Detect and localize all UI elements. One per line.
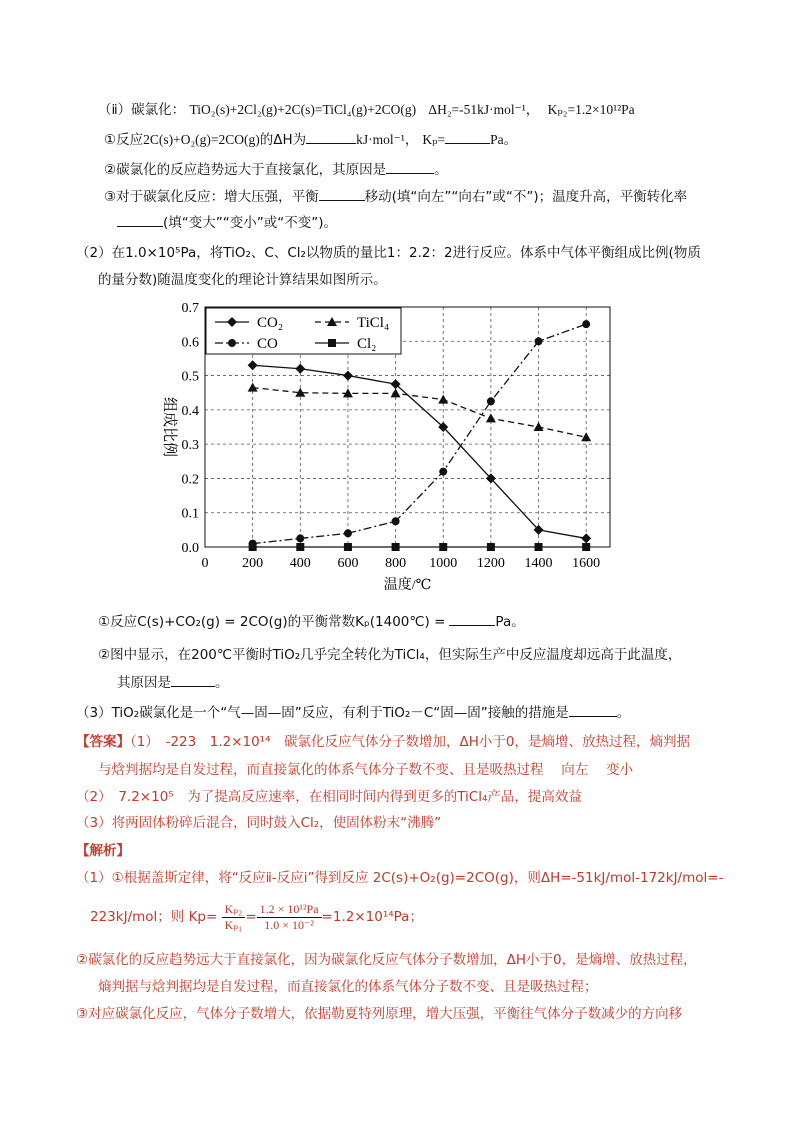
y-axis-label: 组成比例	[161, 396, 177, 458]
answer-blank[interactable]	[386, 161, 434, 174]
x-tick-label: 0	[201, 556, 209, 571]
answer-blank[interactable]	[319, 188, 365, 201]
x-tick-label: 1400	[524, 556, 553, 571]
y-tick-label: 0.4	[181, 403, 199, 419]
fraction-denominator: 1.0 × 10⁻²	[264, 917, 314, 932]
q4-unit: Pa。	[495, 614, 525, 630]
data-point	[534, 422, 544, 431]
answer-blank[interactable]	[117, 214, 163, 227]
q2-end: 。	[434, 162, 448, 178]
data-point	[582, 543, 590, 551]
data-point	[535, 337, 543, 345]
legend-marker	[328, 339, 336, 347]
y-tick-label: 0.1	[181, 506, 199, 522]
q2-text: ②碳氯化的反应趋势远大于直接氯化，其原因是	[104, 162, 387, 178]
data-point	[296, 534, 304, 542]
y-tick-label: 0.5	[181, 369, 199, 385]
y-tick-label: 0.2	[181, 472, 199, 488]
legend-label: CO₂	[257, 315, 284, 331]
analysis-line3: ②碳氯化的反应趋势远大于直接氯化，因为碳氯化反应气体分子数增加，ΔH小于0，是熵增、放热过程，	[76, 952, 697, 968]
data-point	[248, 360, 258, 370]
data-point	[296, 543, 304, 551]
question-3	[104, 187, 687, 207]
y-tick-label: 0.7	[181, 301, 199, 316]
part2-line2: 的量分数)随温度变化的理论计算结果如图所示。	[98, 272, 387, 288]
carbochlorination-equation: TiO₂(s)+2Cl₂(g)+2C(s)=TiCl₄(g)+2CO(g)	[189, 102, 417, 117]
legend-label: Cl₂	[357, 336, 377, 352]
data-point	[249, 543, 257, 551]
question-5-cont	[117, 673, 229, 693]
question-3-cont	[117, 213, 337, 233]
data-point	[535, 543, 543, 551]
data-point	[439, 468, 447, 476]
data-point	[295, 364, 305, 374]
chart-series	[248, 320, 592, 551]
equals-sign: =	[245, 909, 257, 925]
data-point	[486, 413, 496, 422]
analysis-line4: 熵判据与焓判据均是自发过程，而直接氯化的体系气体分子数不变、且是吸热过程；	[98, 979, 598, 995]
data-point	[344, 529, 352, 537]
analysis-kp-result: =1.2×10¹⁴Pa；	[321, 909, 423, 925]
fraction-denominator: Kₚ₁	[224, 917, 243, 932]
part2-line1: （2）在1.0×10⁵Pa，将TiO₂、C、Cl₂以物质的量比1：2.2：2进行反应。体系中气体平衡组成比例(物质	[76, 245, 701, 261]
x-tick-label: 800	[385, 556, 407, 571]
data-point	[439, 543, 447, 551]
data-point	[392, 517, 400, 525]
part3	[76, 703, 630, 723]
answer-blank[interactable]	[171, 674, 215, 687]
data-point	[392, 543, 400, 551]
answer-line3: （2） 7.2×10⁵ 为了提高反应速率，在相同时间内得到更多的TiCl₄产品，提高效益	[76, 789, 582, 805]
q3-part-b: 移动(填“向左”“向右”或“不”)；温度升高，平衡转化率	[364, 189, 688, 205]
analysis-kp-prefix: 223kJ/mol；则 Kp=	[90, 909, 218, 925]
q4-text: ①反应C(s)+CO₂(g) = 2CO(g)的平衡常数Kₚ(1400℃) =	[98, 614, 446, 630]
q1-kp: Kₚ=	[422, 132, 446, 147]
part3-end: 。	[616, 705, 631, 721]
legend-marker	[228, 339, 236, 347]
answer-blank[interactable]	[449, 613, 495, 626]
q5-text: 其原因是	[117, 675, 171, 691]
fraction-numerator: 1.2 × 10¹²Pa	[257, 902, 322, 918]
question-5: ②图中显示，在200℃平衡时TiO₂几乎完全转化为TiCl₄，但实际生产中反应温度却远高于此温度，	[98, 647, 682, 663]
q1-prefix: ①反应	[104, 132, 144, 148]
question-1	[104, 130, 517, 150]
q1-pa: Pa。	[490, 132, 518, 147]
fraction-numerator: Kₚ₂	[222, 902, 246, 918]
data-point	[248, 383, 258, 392]
q1-equation: 2C(s)+O₂(g)=2CO(g)	[143, 132, 260, 147]
x-tick-label: 1200	[476, 556, 505, 571]
q1-mid: 的ΔH为	[259, 132, 307, 148]
q5-end: 。	[215, 675, 229, 691]
data-point	[487, 543, 495, 551]
x-tick-label: 400	[289, 556, 311, 571]
x-tick-label: 1600	[572, 556, 601, 571]
part-ii-label: （ⅱ）碳氯化：	[98, 102, 186, 118]
q1-unit: kJ·mol⁻¹，	[356, 132, 419, 147]
composition-chart	[0, 290, 794, 610]
answer-line2: 与焓判据均是自发过程，而直接氯化的体系气体分子数不变、且是吸热过程 向左 变小	[98, 762, 634, 778]
y-tick-label: 0.3	[181, 438, 199, 454]
legend-label: TiCl₄	[357, 315, 390, 331]
y-tick-label: 0.0	[181, 541, 199, 556]
data-point	[391, 388, 401, 397]
kp2: Kₚ₂=1.2×10¹²Pa	[547, 102, 635, 117]
answer-line1	[76, 732, 690, 752]
analysis-line5: ③对应碳氯化反应，气体分子数增大，依据勒夏特列原理，增大压强，平衡往气体分子数减少的方向移	[76, 1006, 683, 1022]
q3-part-a: ③对于碳氯化反应：增大压强，平衡	[104, 189, 319, 205]
data-point	[438, 395, 448, 404]
x-tick-label: 200	[242, 556, 264, 571]
analysis-line2	[90, 897, 423, 937]
carbochlorination-line	[98, 100, 635, 120]
answer-blank[interactable]	[445, 131, 490, 144]
data-point	[344, 543, 352, 551]
analysis-tag: 【解析】	[76, 843, 130, 859]
answer-blank[interactable]	[569, 704, 617, 717]
question-2	[104, 160, 448, 180]
data-point	[581, 533, 591, 543]
data-point	[581, 432, 591, 441]
answer-line4: （3）将两固体粉碎后混合，同时鼓入Cl₂，使固体粉末“沸腾”	[76, 815, 442, 831]
x-axis-label: 温度/℃	[383, 578, 432, 593]
answer-text-1: （1） -223 1.2×10¹⁴ 碳氯化反应气体分子数增加，ΔH小于0，是熵增、放热过程，熵判据	[130, 734, 690, 750]
question-4	[98, 612, 525, 632]
data-point	[487, 397, 495, 405]
x-tick-label: 1000	[429, 556, 458, 571]
kp-value-fraction	[257, 902, 322, 933]
data-point	[343, 371, 353, 381]
delta-h2: ΔH₂=-51kJ·mol⁻¹，	[428, 102, 540, 117]
answer-blank[interactable]	[306, 131, 356, 144]
series-line	[253, 324, 587, 543]
answer-tag: 【答案】	[76, 734, 130, 750]
y-tick-label: 0.6	[181, 335, 199, 351]
analysis-line1: （1）①根据盖斯定律，将“反应ⅱ-反应ⅰ”得到反应 2C(s)+O₂(g)=2CO(g)，则ΔH=-51kJ/mol-172kJ/mol=-	[76, 870, 724, 886]
legend-label: CO	[257, 336, 278, 352]
kp-ratio-fraction	[222, 902, 246, 933]
chart-legend	[206, 308, 401, 354]
q3-part-c: (填“变大”“变小”或“不变”)。	[163, 215, 337, 231]
data-point	[582, 320, 590, 328]
part3-text: （3）TiO₂碳氯化是一个“气—固—固”反应，有利于TiO₂－C“固—固”接触的措施是	[76, 705, 569, 721]
x-tick-label: 600	[337, 556, 359, 571]
